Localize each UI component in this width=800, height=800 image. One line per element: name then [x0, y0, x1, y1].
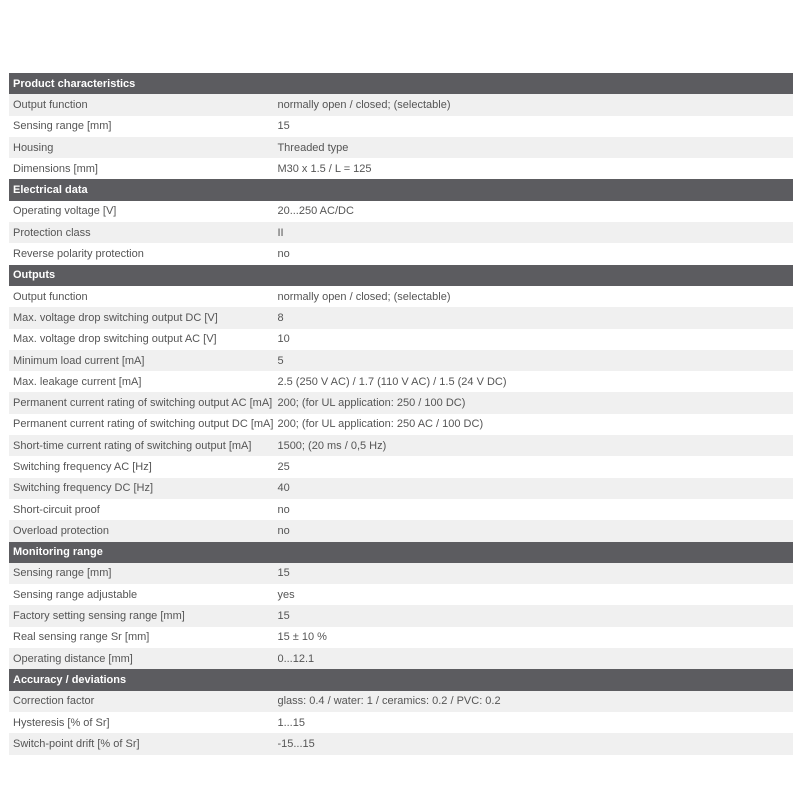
table-row	[9, 94, 793, 115]
property-value: no	[273, 243, 793, 264]
property-label: Permanent current rating of switching output AC [mA]	[9, 392, 273, 413]
property-label: Sensing range [mm]	[9, 563, 273, 584]
section-title: Monitoring range	[9, 542, 793, 563]
table-row	[9, 520, 793, 541]
table-row	[9, 605, 793, 626]
table-row	[9, 222, 793, 243]
property-value: normally open / closed; (selectable)	[273, 94, 793, 115]
table-row	[9, 733, 793, 754]
table-row	[9, 499, 793, 520]
property-label: Hysteresis [% of Sr]	[9, 712, 273, 733]
section-title: Outputs	[9, 265, 793, 286]
property-label: Reverse polarity protection	[9, 243, 273, 264]
section-header	[9, 542, 793, 563]
property-label: Minimum load current [mA]	[9, 350, 273, 371]
property-label: Correction factor	[9, 691, 273, 712]
table-row	[9, 691, 793, 712]
property-label: Overload protection	[9, 520, 273, 541]
table-row	[9, 392, 793, 413]
section-header	[9, 179, 793, 200]
table-row	[9, 456, 793, 477]
property-value: 10	[273, 329, 793, 350]
table-row	[9, 350, 793, 371]
property-label: Max. leakage current [mA]	[9, 371, 273, 392]
section-header	[9, 265, 793, 286]
property-label: Protection class	[9, 222, 273, 243]
property-value: glass: 0.4 / water: 1 / ceramics: 0.2 / PVC: 0.2	[273, 691, 793, 712]
table-row	[9, 158, 793, 179]
table-row	[9, 243, 793, 264]
property-label: Switching frequency AC [Hz]	[9, 456, 273, 477]
property-label: Max. voltage drop switching output AC [V]	[9, 329, 273, 350]
property-value: 25	[273, 456, 793, 477]
property-value: 200; (for UL application: 250 / 100 DC)	[273, 392, 793, 413]
property-label: Output function	[9, 94, 273, 115]
section-title: Electrical data	[9, 179, 793, 200]
table-row	[9, 648, 793, 669]
property-label: Switching frequency DC [Hz]	[9, 478, 273, 499]
property-label: Sensing range [mm]	[9, 116, 273, 137]
section-header	[9, 73, 793, 94]
property-label: Dimensions [mm]	[9, 158, 273, 179]
property-label: Real sensing range Sr [mm]	[9, 627, 273, 648]
property-value: 15	[273, 116, 793, 137]
property-value: 15 ± 10 %	[273, 627, 793, 648]
property-value: 2.5 (250 V AC) / 1.7 (110 V AC) / 1.5 (24 V DC)	[273, 371, 793, 392]
property-value: 8	[273, 307, 793, 328]
table-row	[9, 307, 793, 328]
property-value: M30 x 1.5 / L = 125	[273, 158, 793, 179]
section-header	[9, 669, 793, 690]
property-value: 15	[273, 605, 793, 626]
section-title: Product characteristics	[9, 73, 793, 94]
property-value: II	[273, 222, 793, 243]
table-row	[9, 116, 793, 137]
property-label: Operating distance [mm]	[9, 648, 273, 669]
product-spec-table	[9, 73, 793, 755]
table-row	[9, 584, 793, 605]
table-row	[9, 286, 793, 307]
table-row	[9, 627, 793, 648]
property-value: 20...250 AC/DC	[273, 201, 793, 222]
property-label: Switch-point drift [% of Sr]	[9, 733, 273, 754]
property-value: 40	[273, 478, 793, 499]
property-value: yes	[273, 584, 793, 605]
property-label: Short-circuit proof	[9, 499, 273, 520]
table-row	[9, 201, 793, 222]
property-label: Operating voltage [V]	[9, 201, 273, 222]
property-label: Permanent current rating of switching output DC [mA]	[9, 414, 273, 435]
property-value: -15...15	[273, 733, 793, 754]
property-label: Factory setting sensing range [mm]	[9, 605, 273, 626]
property-value: normally open / closed; (selectable)	[273, 286, 793, 307]
table-row	[9, 137, 793, 158]
table-row	[9, 563, 793, 584]
property-label: Max. voltage drop switching output DC [V]	[9, 307, 273, 328]
property-label: Sensing range adjustable	[9, 584, 273, 605]
property-label: Housing	[9, 137, 273, 158]
table-row	[9, 371, 793, 392]
table-row	[9, 435, 793, 456]
property-value: no	[273, 520, 793, 541]
property-value: 1500; (20 ms / 0,5 Hz)	[273, 435, 793, 456]
table-row	[9, 478, 793, 499]
table-row	[9, 329, 793, 350]
table-row	[9, 712, 793, 733]
property-value: 0...12.1	[273, 648, 793, 669]
section-title: Accuracy / deviations	[9, 669, 793, 690]
property-value: 5	[273, 350, 793, 371]
property-value: Threaded type	[273, 137, 793, 158]
property-label: Output function	[9, 286, 273, 307]
property-value: 15	[273, 563, 793, 584]
property-value: no	[273, 499, 793, 520]
property-value: 200; (for UL application: 250 AC / 100 DC)	[273, 414, 793, 435]
property-label: Short-time current rating of switching output [mA]	[9, 435, 273, 456]
table-row	[9, 414, 793, 435]
property-value: 1...15	[273, 712, 793, 733]
